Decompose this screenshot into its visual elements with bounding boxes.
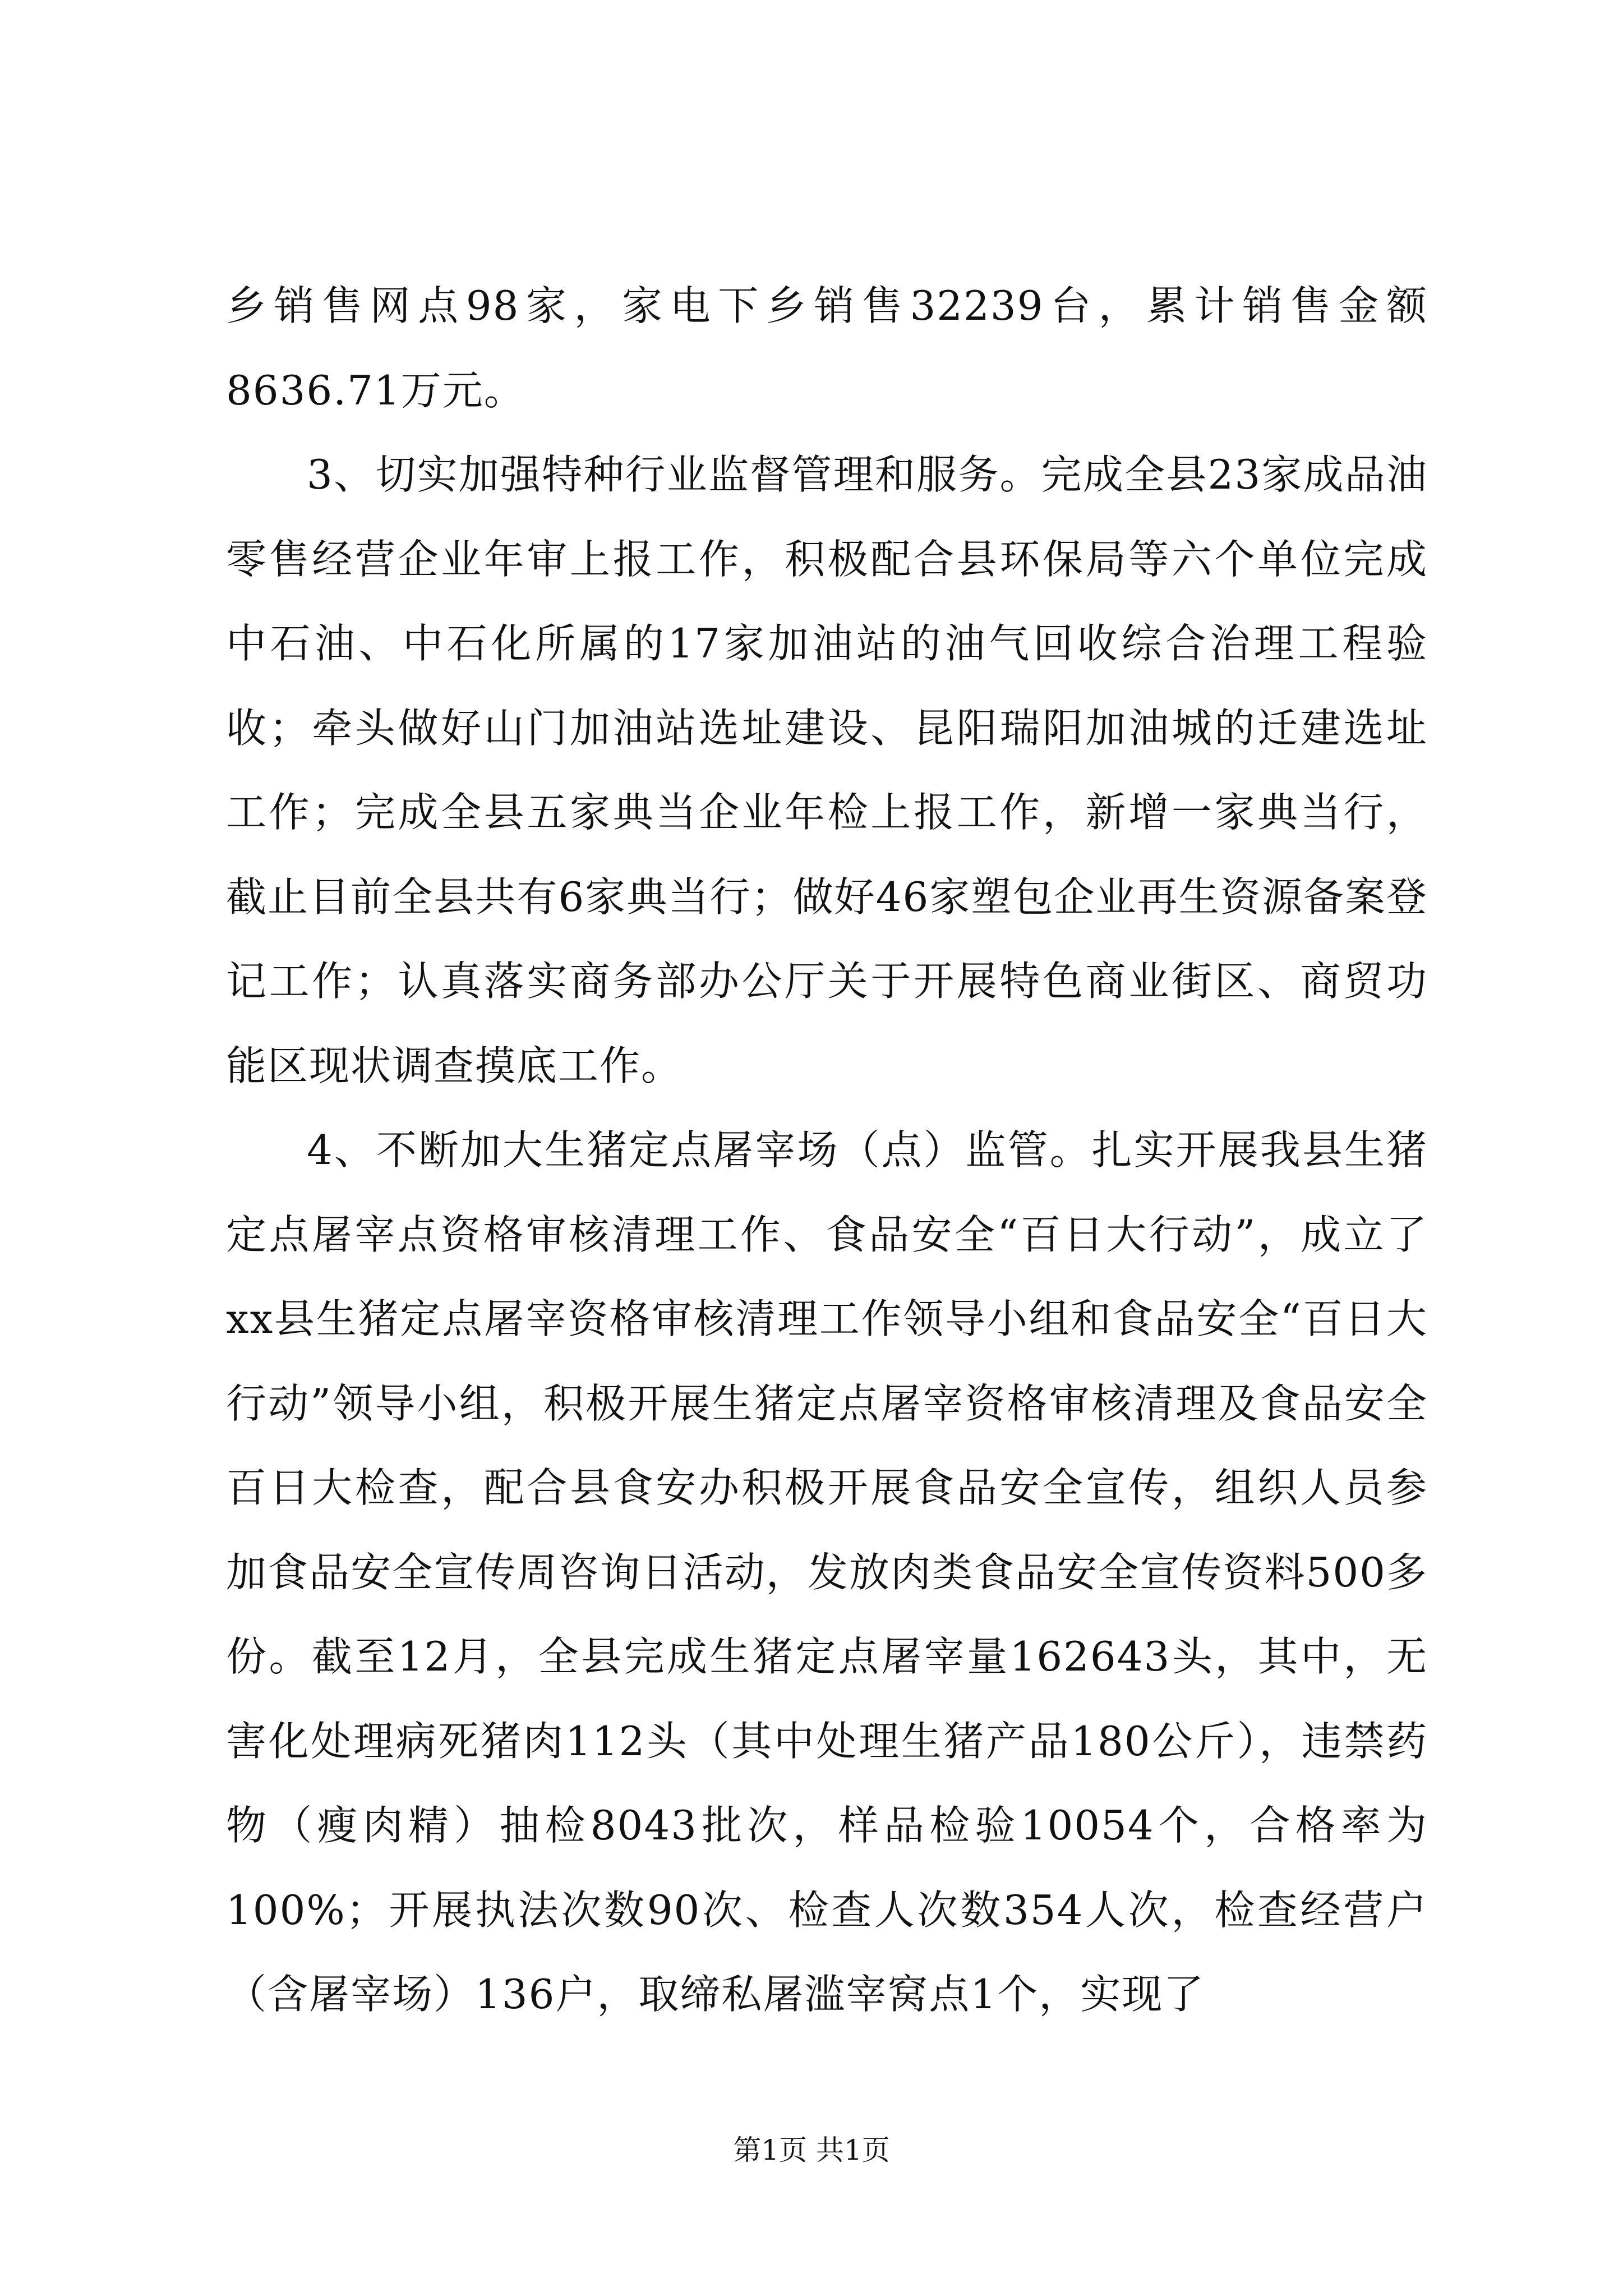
paragraph-1: 乡销售网点98家，家电下乡销售32239台，累计销售金额8636.71万元。	[226, 282, 1428, 414]
paragraph-2: 3、切实加强特种行业监督管理和服务。完成全县23家成品油零售经营企业年审上报工作，积极配合县环保局等六个单位完成中石油、中石化所属的17家加油站的油气回收综合治理工程验收；牵头做好山门加油站选址建设、昆阳瑞阳加油城的迁建选址工作；完成全县五家典当企业年检上报工作，新增一家典当行，截止目前全县共有6家典当行；做好46家塑包企业再生资源备案登记工作；认真落实商务部办公厅关于开展特色商业街区、商贸功能区现状调查摸底工作。	[226, 451, 1428, 1089]
document-body	[226, 264, 1428, 2037]
page-footer: 第1页 共1页	[733, 2134, 890, 2166]
paragraph-3: 4、不断加大生猪定点屠宰场（点）监管。扎实开展我县生猪定点屠宰点资格审核清理工作、食品安全“百日大行动”，成立了xx县生猪定点屠宰资格审核清理工作领导小组和食品安全“百日大行动”领导小组，积极开展生猪定点屠宰资格审核清理及食品安全百日大检查，配合县食安办积极开展食品安全宣传，组织人员参加食品安全宣传周咨询日活动，发放肉类食品安全宣传资料500多份。截至12月，全县完成生猪定点屠宰量162643头，其中，无害化处理病死猪肉112头（其中处理生猪产品180公斤），违禁药物（瘦肉精）抽检8043批次，样品检验10054个，合格率为100%；开展执法次数90次、检查人次数354人次，检查经营户（含屠宰场）136户，取缔私屠滥宰窝点1个，实现了	[226, 1126, 1428, 2018]
